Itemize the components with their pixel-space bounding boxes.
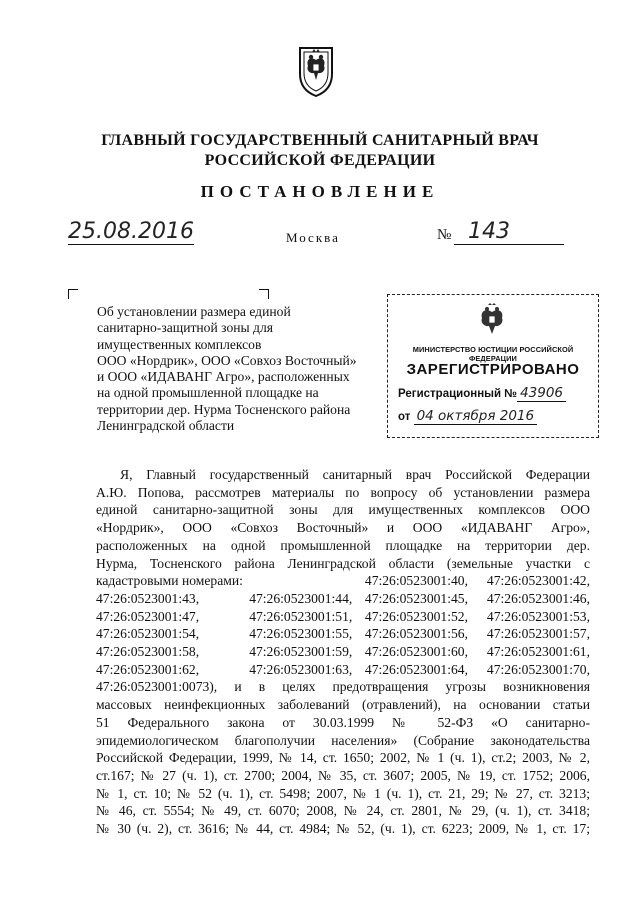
issuer-title-line1: ГЛАВНЫЙ ГОСУДАРСТВЕННЫЙ САНИТАРНЫЙ ВРАЧ bbox=[101, 132, 539, 149]
body-line: единой санитарно-защитной зоны для имущественных комплексов ООО bbox=[96, 502, 590, 518]
parcel-number: 47:26:0523001:47, bbox=[96, 608, 200, 624]
parcel-number: 47:26:0523001:60, bbox=[364, 644, 468, 660]
parcel-number: 47:26:0523001:53, bbox=[486, 608, 590, 624]
stamp-date-label: от bbox=[398, 411, 411, 423]
document-city: Москва bbox=[286, 230, 340, 245]
document-date-handwritten: 25.08.2016 bbox=[68, 219, 194, 244]
parcel-number: 47:26:0523001:56, bbox=[364, 626, 468, 642]
parcel-number: 47:26:0523001:43, bbox=[96, 590, 200, 606]
parcel-number: 47:26:0523001:45, bbox=[364, 590, 468, 606]
stamp-eagle-icon bbox=[474, 302, 510, 338]
cadastral-numbers-list bbox=[96, 572, 590, 678]
subject-corner-mark-left bbox=[68, 289, 78, 299]
registration-stamp bbox=[387, 294, 599, 438]
parcel-number: 47:26:0523001:44, bbox=[249, 590, 353, 606]
parcel-number: 47:26:0523001:52, bbox=[364, 608, 468, 624]
cadastral-label: кадастровыми номерами: bbox=[96, 573, 243, 589]
document-subject bbox=[97, 304, 397, 434]
body-line: расположенных на одной промышленной площадке на территории дер. bbox=[96, 537, 590, 553]
body-line: «Нордрик», ООО «Совхоз Восточный» и ООО «ИДАВАНГ Агро», bbox=[96, 520, 590, 536]
subject-line: Об установлении размера единой bbox=[97, 304, 291, 319]
stamp-reg-number-label: Регистрационный № bbox=[398, 388, 518, 400]
parcel-number: 47:26:0523001:46, bbox=[486, 590, 590, 606]
issuer-title-line2: РОССИЙСКОЙ ФЕДЕРАЦИИ bbox=[204, 152, 436, 169]
stamp-registered-label: ЗАРЕГИСТРИРОВАНО bbox=[406, 361, 580, 378]
body-line: Нурма, Тосненского района Ленинградской области (земельные участки с bbox=[96, 555, 590, 571]
body-line: Я, Главный государственный санитарный врач Российской Федерации bbox=[120, 467, 590, 482]
parcel-number: 47:26:0523001:40, bbox=[364, 573, 468, 589]
body-line: А.Ю. Попова, рассмотрев материалы по вопросу об установлении размера bbox=[96, 484, 590, 500]
stamp-date-handwritten: 04 октября 2016 bbox=[414, 408, 538, 425]
subject-line: и ООО «ИДАВАНГ Агро», расположенных bbox=[97, 369, 350, 385]
parcel-number: 47:26:0523001:58, bbox=[96, 644, 200, 660]
body-line: 51 Федерального закона от 30.03.1999 № 52-ФЗ «О санитарно- bbox=[96, 714, 590, 730]
subject-line: Ленинградской области bbox=[97, 418, 235, 434]
document-number-label: № bbox=[437, 227, 452, 243]
parcel-number: 47:26:0523001:70, bbox=[486, 661, 590, 677]
parcel-number: 47:26:0523001:54, bbox=[96, 626, 200, 642]
body-line: массовых неинфекционных заболеваний (отравлений), на основании статьи bbox=[96, 697, 590, 713]
subject-line: имущественных комплексов bbox=[97, 336, 262, 352]
body-line: Российской Федерации, 1999, № 14, ст. 1650; 2002, № 1 (ч. 1), ст.2; 2003, № 2, bbox=[96, 750, 590, 766]
document-type: ПОСТАНОВЛЕНИЕ bbox=[200, 182, 440, 201]
stamp-reg-number-handwritten: 43906 bbox=[517, 385, 566, 402]
body-line: эпидемиологическом благополучии населения» (Собрание законодательства bbox=[96, 732, 590, 748]
coat-of-arms-emblem bbox=[288, 40, 344, 98]
parcel-number: 47:26:0523001:62, bbox=[96, 661, 200, 677]
parcel-number bbox=[243, 572, 359, 590]
parcel-number: 47:26:0523001:51, bbox=[249, 608, 353, 624]
stamp-date-row bbox=[398, 408, 537, 424]
parcel-number: 47:26:0523001:64, bbox=[364, 661, 468, 677]
parcel-number: 47:26:0523001:55, bbox=[249, 626, 353, 642]
document-number-handwritten: 143 bbox=[454, 220, 564, 245]
parcel-number: 47:26:0523001:42, bbox=[486, 573, 590, 589]
parcel-number: 47:26:0523001:63, bbox=[249, 661, 353, 677]
parcel-number: 47:26:0523001:57, bbox=[486, 626, 590, 642]
parcel-number: 47:26:0523001:59, bbox=[249, 644, 353, 660]
stamp-reg-number-row bbox=[398, 385, 566, 401]
subject-corner-mark-right bbox=[259, 289, 269, 299]
body-line: № 1, ст. 10; № 52 (ч. 1), ст. 5498; 2007, № 1 (ч. 1), ст. 21, 29; № 27, ст. 3213; bbox=[96, 785, 590, 801]
subject-line: на одной промышленной площадке на bbox=[97, 385, 319, 401]
subject-line: ООО «Нордрик», ООО «Совхоз Восточный» bbox=[97, 352, 357, 368]
body-line: 47:26:0523001:0073), и в целях предотвращения угрозы возникновения bbox=[96, 679, 590, 695]
stamp-ministry: МИНИСТЕРСТВО ЮСТИЦИИ РОССИЙСКОЙ ФЕДЕРАЦИИ bbox=[412, 345, 574, 363]
document-body bbox=[96, 466, 590, 838]
body-line: № 30 (ч. 2), ст. 3616; № 44, ст. 4984; № 52, (ч. 1), ст. 6223; 2009, № 1, ст. 17; bbox=[96, 821, 590, 837]
subject-line: территории дер. Нурма Тосненского района bbox=[97, 401, 351, 417]
subject-line: санитарно-защитной зоны для bbox=[97, 320, 273, 336]
parcel-number: 47:26:0523001:61, bbox=[486, 644, 590, 660]
body-line: ст.167; № 27 (ч. 1), ст. 2700; 2004, № 35, ст. 3607; 2005, № 19, ст. 1752; 2006, bbox=[96, 767, 590, 783]
body-line: № 46, ст. 5554; № 49, ст. 6070; 2008, № 24, ст. 2801, № 29, (ч. 1), ст. 3418; bbox=[96, 803, 590, 819]
